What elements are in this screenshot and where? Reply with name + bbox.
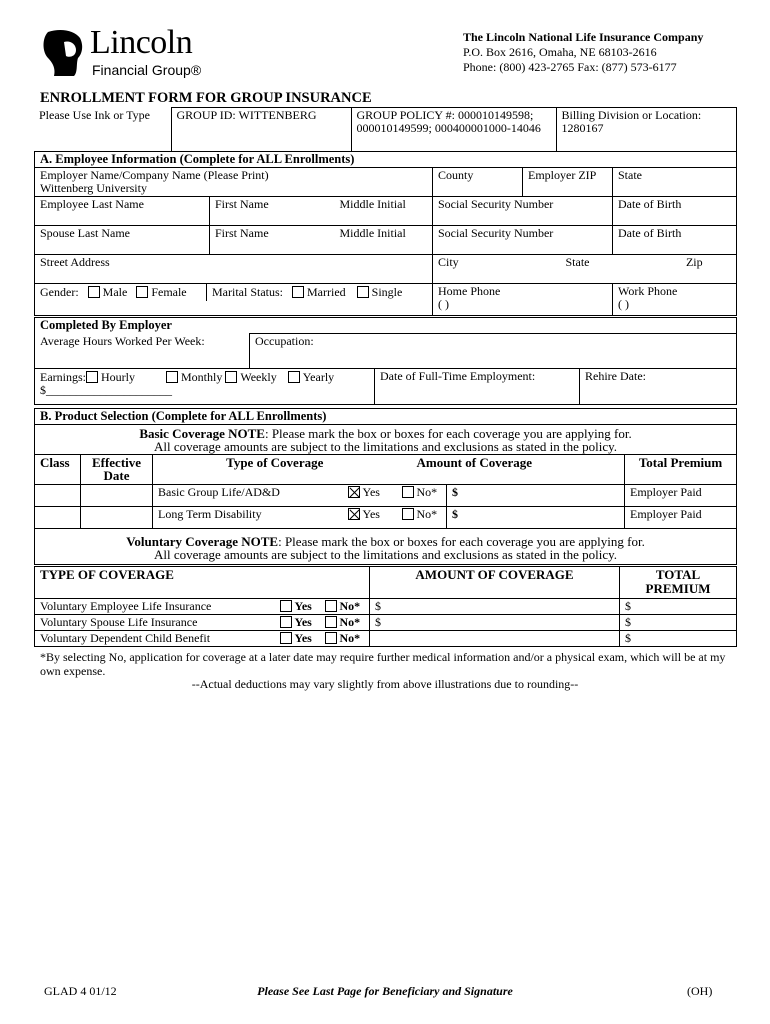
section-b-title: B. Product Selection (Complete for ALL Enrollments)	[35, 409, 737, 425]
single-checkbox[interactable]	[357, 286, 369, 298]
company-name: The Lincoln National Life Insurance Company	[463, 30, 704, 44]
vol-child-benefit-yes[interactable]	[275, 631, 320, 647]
voluntary-note-rest: : Please mark the box or boxes for each coverage you are applying for.	[278, 534, 645, 549]
vol-employee-life-amount[interactable]: $	[370, 599, 620, 615]
state-field[interactable]: State	[613, 168, 737, 197]
basic-life-no[interactable]	[397, 485, 447, 507]
address-state-field[interactable]	[523, 255, 613, 284]
billing-location	[556, 108, 736, 152]
rounding-note: --Actual deductions may vary slightly from above illustrations due to rounding--	[191, 677, 579, 691]
married-checkbox[interactable]	[292, 286, 304, 298]
yearly-checkbox[interactable]	[288, 371, 300, 383]
vol-spouse-life-yes-checkbox[interactable]	[280, 616, 292, 628]
voluntary-note	[35, 529, 737, 565]
earnings-label: Earnings:	[40, 370, 86, 384]
group-policy: GROUP POLICY #: 000010149598; 000010149599; 000400001000-14046	[351, 108, 556, 152]
ltd-yes-checkbox[interactable]	[348, 508, 360, 520]
col-effective-date: Effective Date	[81, 455, 153, 485]
work-phone-label: Work Phone	[618, 284, 678, 298]
basic-life-amount[interactable]: $	[447, 485, 625, 507]
vol-col-amount: AMOUNT OF COVERAGE	[370, 567, 620, 599]
county-field[interactable]: County	[433, 168, 523, 197]
spouse-first-name-field[interactable]: First Name	[210, 226, 335, 255]
vol-child-benefit-premium[interactable]: $	[620, 631, 737, 647]
marital-group	[207, 284, 407, 301]
employee-middle-initial-field[interactable]: Middle Initial	[335, 197, 433, 226]
company-phone: Phone: (800) 423-2765 Fax: (877) 573-6177	[463, 60, 677, 74]
hourly-checkbox[interactable]	[86, 371, 98, 383]
top-info-row	[34, 107, 736, 152]
spouse-last-name-field[interactable]: Spouse Last Name	[35, 226, 210, 255]
vol-col-total: TOTAL PREMIUM	[620, 567, 737, 599]
male-label: Male	[102, 285, 128, 299]
basic-life-yes-label: Yes	[362, 485, 380, 499]
female-label: Female	[151, 285, 187, 299]
beneficiary-note: Please See Last Page for Beneficiary and Signature	[257, 984, 513, 998]
ink-instruction: Please Use Ink or Type	[39, 107, 150, 122]
ltd-name: Long Term Disability	[153, 507, 343, 529]
basic-limitations: All coverage amounts are subject to the limitations and exclusions as stated in the policy.	[153, 439, 618, 454]
vol-child-benefit-amount	[370, 631, 620, 647]
vol-spouse-life-name: Voluntary Spouse Life Insurance	[35, 615, 275, 631]
vol-col-type: TYPE OF COVERAGE	[35, 567, 370, 599]
male-checkbox[interactable]	[88, 286, 100, 298]
home-phone-label: Home Phone	[438, 284, 501, 298]
weekly-checkbox[interactable]	[225, 371, 237, 383]
section-a	[34, 151, 736, 316]
address-state-label: State	[565, 255, 590, 269]
vol-child-benefit-no-checkbox[interactable]	[325, 632, 337, 644]
vol-employee-life-premium[interactable]: $	[620, 599, 737, 615]
voluntary-table	[34, 566, 736, 647]
zip-field[interactable]	[613, 255, 737, 284]
ltd-class[interactable]	[35, 507, 81, 529]
vol-spouse-life-premium[interactable]: $	[620, 615, 737, 631]
section-b	[34, 408, 736, 565]
vol-spouse-life-yes[interactable]	[275, 615, 320, 631]
employee-first-name-field[interactable]: First Name	[210, 197, 335, 226]
employer-name-value: Wittenberg University	[40, 181, 147, 195]
col-amount-of-coverage: Amount of Coverage	[397, 455, 625, 485]
employer-section	[34, 317, 736, 405]
occupation-field[interactable]: Occupation:	[250, 334, 737, 369]
vol-child-benefit-yes-checkbox[interactable]	[280, 632, 292, 644]
basic-life-yes[interactable]	[343, 485, 397, 507]
basic-life-no-checkbox[interactable]	[402, 486, 414, 498]
single-label: Single	[371, 285, 403, 299]
basic-life-premium: Employer Paid	[625, 485, 737, 507]
employee-dob-field[interactable]: Date of Birth	[613, 197, 737, 226]
group-id: GROUP ID: WITTENBERG	[171, 108, 351, 152]
basic-life-name: Basic Group Life/AD&D	[153, 485, 343, 507]
employer-section-title: Completed By Employer	[35, 318, 737, 334]
marital-label: Marital Status:	[212, 285, 283, 299]
basic-note-bold: Basic Coverage NOTE	[139, 426, 265, 441]
yearly-label: Yearly	[302, 370, 335, 384]
ltd-effective[interactable]	[81, 507, 153, 529]
basic-note-rest: : Please mark the box or boxes for each coverage you are applying for.	[264, 426, 632, 441]
basic-life-no-label: No*	[416, 485, 438, 499]
spouse-ssn-field[interactable]: Social Security Number	[433, 226, 613, 255]
vol-employee-life-yes-checkbox[interactable]	[280, 600, 292, 612]
rehire-date-field[interactable]: Rehire Date:	[580, 369, 737, 405]
gender-group	[35, 284, 207, 301]
form-code: GLAD 4 01/12	[44, 984, 117, 998]
work-phone-field[interactable]	[613, 284, 737, 316]
spouse-middle-initial-field[interactable]: Middle Initial	[335, 226, 433, 255]
ltd-yes-label: Yes	[362, 507, 380, 521]
basic-life-effective[interactable]	[81, 485, 153, 507]
company-address: P.O. Box 2616, Omaha, NE 68103-2616	[463, 45, 657, 59]
vol-child-benefit-no[interactable]	[320, 631, 370, 647]
vol-child-benefit-name: Voluntary Dependent Child Benefit	[35, 631, 275, 647]
hourly-label: Hourly	[101, 370, 135, 384]
spouse-dob-field[interactable]: Date of Birth	[613, 226, 737, 255]
billing-value: 1280167	[561, 121, 604, 135]
logo-subtitle: Financial Group®	[92, 62, 202, 78]
ltd-amount[interactable]: $	[447, 507, 625, 529]
monthly-label: Monthly	[181, 370, 223, 384]
gender-marital-row	[35, 284, 433, 316]
street-address-field[interactable]: Street Address	[35, 255, 433, 284]
employer-name-field[interactable]	[35, 168, 433, 197]
ltd-premium: Employer Paid	[625, 507, 737, 529]
employee-last-name-field[interactable]: Employee Last Name	[35, 197, 210, 226]
basic-life-yes-checkbox[interactable]	[348, 486, 360, 498]
home-phone-paren: ( )	[438, 297, 449, 311]
employer-zip-field[interactable]: Employer ZIP	[523, 168, 613, 197]
vol-employee-life-yes[interactable]	[275, 599, 320, 615]
vol-employee-life-no-checkbox[interactable]	[325, 600, 337, 612]
col-type-of-coverage: Type of Coverage	[153, 455, 397, 485]
gender-label: Gender:	[40, 285, 79, 299]
vol-employee-life-no-label: No*	[339, 599, 361, 613]
vol-spouse-life-no[interactable]	[320, 615, 370, 631]
ltd-yes[interactable]	[343, 507, 397, 529]
monthly-checkbox[interactable]	[166, 371, 178, 383]
earnings-field[interactable]	[35, 369, 375, 405]
ltd-no-label: No*	[416, 507, 438, 521]
form-title: ENROLLMENT FORM FOR GROUP INSURANCE	[40, 90, 372, 106]
vol-employee-life-name: Voluntary Employee Life Insurance	[35, 599, 275, 615]
vol-child-benefit-yes-label: Yes	[294, 631, 312, 645]
vol-child-benefit-no-label: No*	[339, 631, 361, 645]
ltd-no[interactable]	[397, 507, 447, 529]
employer-name-label: Employer Name/Company Name (Please Print)	[40, 168, 269, 182]
lincoln-logo-icon	[40, 28, 86, 78]
company-info	[463, 30, 703, 75]
home-phone-field[interactable]	[433, 284, 613, 316]
avg-hours-field[interactable]: Average Hours Worked Per Week:	[35, 334, 250, 369]
female-checkbox[interactable]	[136, 286, 148, 298]
vol-spouse-life-no-label: No*	[339, 615, 361, 629]
state-code: (OH)	[687, 984, 713, 998]
work-phone-paren: ( )	[618, 297, 629, 311]
full-time-date-field[interactable]: Date of Full-Time Employment:	[375, 369, 580, 405]
vol-employee-life-no[interactable]	[320, 599, 370, 615]
earnings-amount-line: $_____________________	[40, 383, 172, 397]
employee-ssn-field[interactable]: Social Security Number	[433, 197, 613, 226]
billing-label: Billing Division or Location:	[561, 108, 702, 122]
voluntary-limitations: All coverage amounts are subject to the limitations and exclusions as stated in the policy.	[153, 547, 618, 562]
basic-note	[35, 425, 737, 455]
no-coverage-disclaimer: *By selecting No, application for coverage at a later date may require further medical information and/or a physical exam, which will be at my own expense.	[40, 650, 726, 678]
married-label: Married	[307, 285, 346, 299]
weekly-label: Weekly	[240, 370, 277, 384]
voluntary-note-bold: Voluntary Coverage NOTE	[126, 534, 279, 549]
col-total-premium: Total Premium	[625, 455, 737, 485]
zip-label: Zip	[685, 255, 703, 269]
ltd-no-checkbox[interactable]	[402, 508, 414, 520]
section-a-title: A. Employee Information (Complete for ALL Enrollments)	[35, 152, 737, 168]
vol-spouse-life-no-checkbox[interactable]	[325, 616, 337, 628]
city-field[interactable]: City	[433, 255, 523, 284]
basic-life-class[interactable]	[35, 485, 81, 507]
vol-spouse-life-yes-label: Yes	[294, 615, 312, 629]
vol-spouse-life-amount[interactable]: $	[370, 615, 620, 631]
vol-employee-life-yes-label: Yes	[294, 599, 312, 613]
col-class: Class	[35, 455, 81, 485]
logo-wordmark: Lincoln	[90, 24, 193, 61]
